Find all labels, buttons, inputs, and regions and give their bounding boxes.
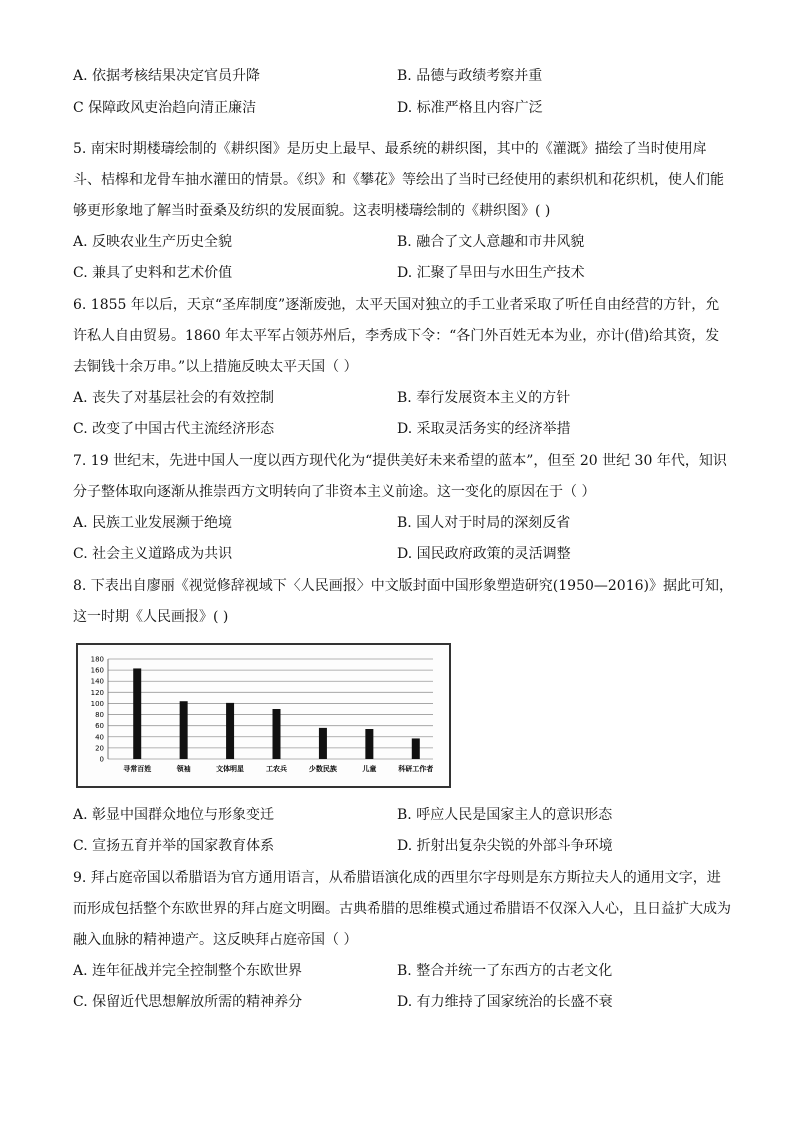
- x-category-label: 寻常百姓: [123, 765, 152, 773]
- q7-option-a: A. 民族工业发展濒于绝境: [73, 515, 233, 531]
- x-category-label: 儿童: [362, 765, 377, 773]
- prev-option-c: C 保障政风吏治趋向清正廉洁: [73, 100, 257, 116]
- x-category-label: 领袖: [176, 765, 191, 773]
- bar: [319, 728, 327, 759]
- x-category-label: 文体明星: [216, 765, 245, 773]
- y-tick-label: 0: [99, 755, 104, 764]
- y-tick-label: 100: [90, 699, 104, 708]
- bar-chart-svg: [78, 645, 449, 786]
- bar: [412, 738, 420, 759]
- q7-option-c: C. 社会主义道路成为共识: [73, 546, 233, 562]
- y-tick-label: 180: [90, 655, 104, 664]
- q9-option-a: A. 连年征战并完全控制整个东欧世界: [73, 963, 303, 979]
- q8-option-a: A. 彰显中国群众地位与形象变迁: [73, 807, 275, 823]
- question-7-stem: 7. 19 世纪末，先进中国人一度以西方现代化为“提供美好未来希望的蓝本”，但至 20 世纪 30 年代，知识分子整体取向逐渐从推崇西方文明转向了非资本主义前途。这一变化的原因在于（ ）: [73, 453, 727, 500]
- y-tick-label: 20: [95, 744, 104, 753]
- q8-option-b: B. 呼应人民是国家主人的意识形态: [397, 807, 613, 823]
- q7-option-b: B. 国人对于时局的深刻反省: [397, 515, 571, 531]
- q5-option-d: D. 汇聚了旱田与水田生产技术: [397, 265, 585, 281]
- y-tick-label: 40: [95, 733, 104, 742]
- q5-option-b: B. 融合了文人意趣和市井风貌: [397, 234, 585, 250]
- q6-option-a: A. 丧失了对基层社会的有效控制: [73, 390, 275, 406]
- q6-option-b: B. 奉行发展资本主义的方针: [397, 390, 571, 406]
- y-tick-label: 160: [90, 666, 104, 675]
- x-category-label: 科研工作者: [398, 765, 434, 773]
- prev-option-b: B. 品德与政绩考察并重: [397, 68, 543, 84]
- x-category-label: 工农兵: [266, 765, 287, 773]
- q9-option-d: D. 有力维持了国家统治的长盛不衰: [397, 994, 613, 1010]
- q7-option-d: D. 国民政府政策的灵活调整: [397, 546, 571, 562]
- question-6-stem: 6. 1855 年以后，天京“圣库制度”逐渐废弛，太平天国对独立的手工业者采取了听任自由经营的方针，允许私人自由贸易。1860 年太平军占领苏州后，李秀成下令：“各门外百姓无本为业，亦计(借)给其资，发去铜钱十余万串。”以上措施反映太平天国（ ）: [73, 297, 720, 375]
- y-tick-label: 80: [95, 711, 104, 720]
- bar: [273, 709, 281, 759]
- x-category-label: 少数民族: [308, 765, 337, 773]
- q5-option-c: C. 兼具了史料和艺术价值: [73, 265, 233, 281]
- bar: [365, 729, 373, 759]
- y-tick-label: 140: [90, 677, 104, 686]
- y-tick-label: 60: [95, 722, 104, 731]
- q9-option-b: B. 整合并统一了东西方的古老文化: [397, 963, 613, 979]
- question-9-stem: 9. 拜占庭帝国以希腊语为官方通用语言，从希腊语演化成的西里尔字母则是东方斯拉夫人的通用文字，进而形成包括整个东欧世界的拜占庭文明圈。古典希腊的思维模式通过希腊语不仅深入人心，且日益扩大成为融入血脉的精神遗产。这反映拜占庭帝国（ ）: [73, 870, 731, 948]
- bar: [180, 701, 188, 759]
- q8-option-d: D. 折射出复杂尖锐的外部斗争环境: [397, 838, 613, 854]
- bar-chart: [76, 643, 451, 788]
- y-tick-label: 120: [90, 688, 104, 697]
- prev-option-d: D. 标准严格且内容广泛: [397, 100, 543, 116]
- bar: [133, 668, 141, 759]
- question-8-stem: 8. 下表出自廖丽《视觉修辞视域下〈人民画报〉中文版封面中国形象塑造研究(1950—2016)》据此可知，这一时期《人民画报》( ): [73, 578, 733, 625]
- q8-option-c: C. 宣扬五育并举的国家教育体系: [73, 838, 275, 854]
- question-5-stem: 5. 南宋时期楼璹绘制的《耕织图》是历史上最早、最系统的耕织图，其中的《灌溉》描绘了当时使用戽斗、桔槔和龙骨车抽水灌田的情景。《织》和《攀花》等绘出了当时已经使用的素织机和花织机，使人们能够更形象地了解当时蚕桑及纺织的发展面貌。这表明楼璹绘制的《耕织图》( ): [73, 141, 724, 219]
- bar: [226, 703, 234, 759]
- q6-option-d: D. 采取灵活务实的经济举措: [397, 421, 571, 437]
- prev-option-a: A. 依据考核结果决定官员升降: [73, 68, 261, 84]
- q5-option-a: A. 反映农业生产历史全貌: [73, 234, 233, 250]
- q6-option-c: C. 改变了中国古代主流经济形态: [73, 421, 275, 437]
- q9-option-c: C. 保留近代思想解放所需的精神养分: [73, 994, 303, 1010]
